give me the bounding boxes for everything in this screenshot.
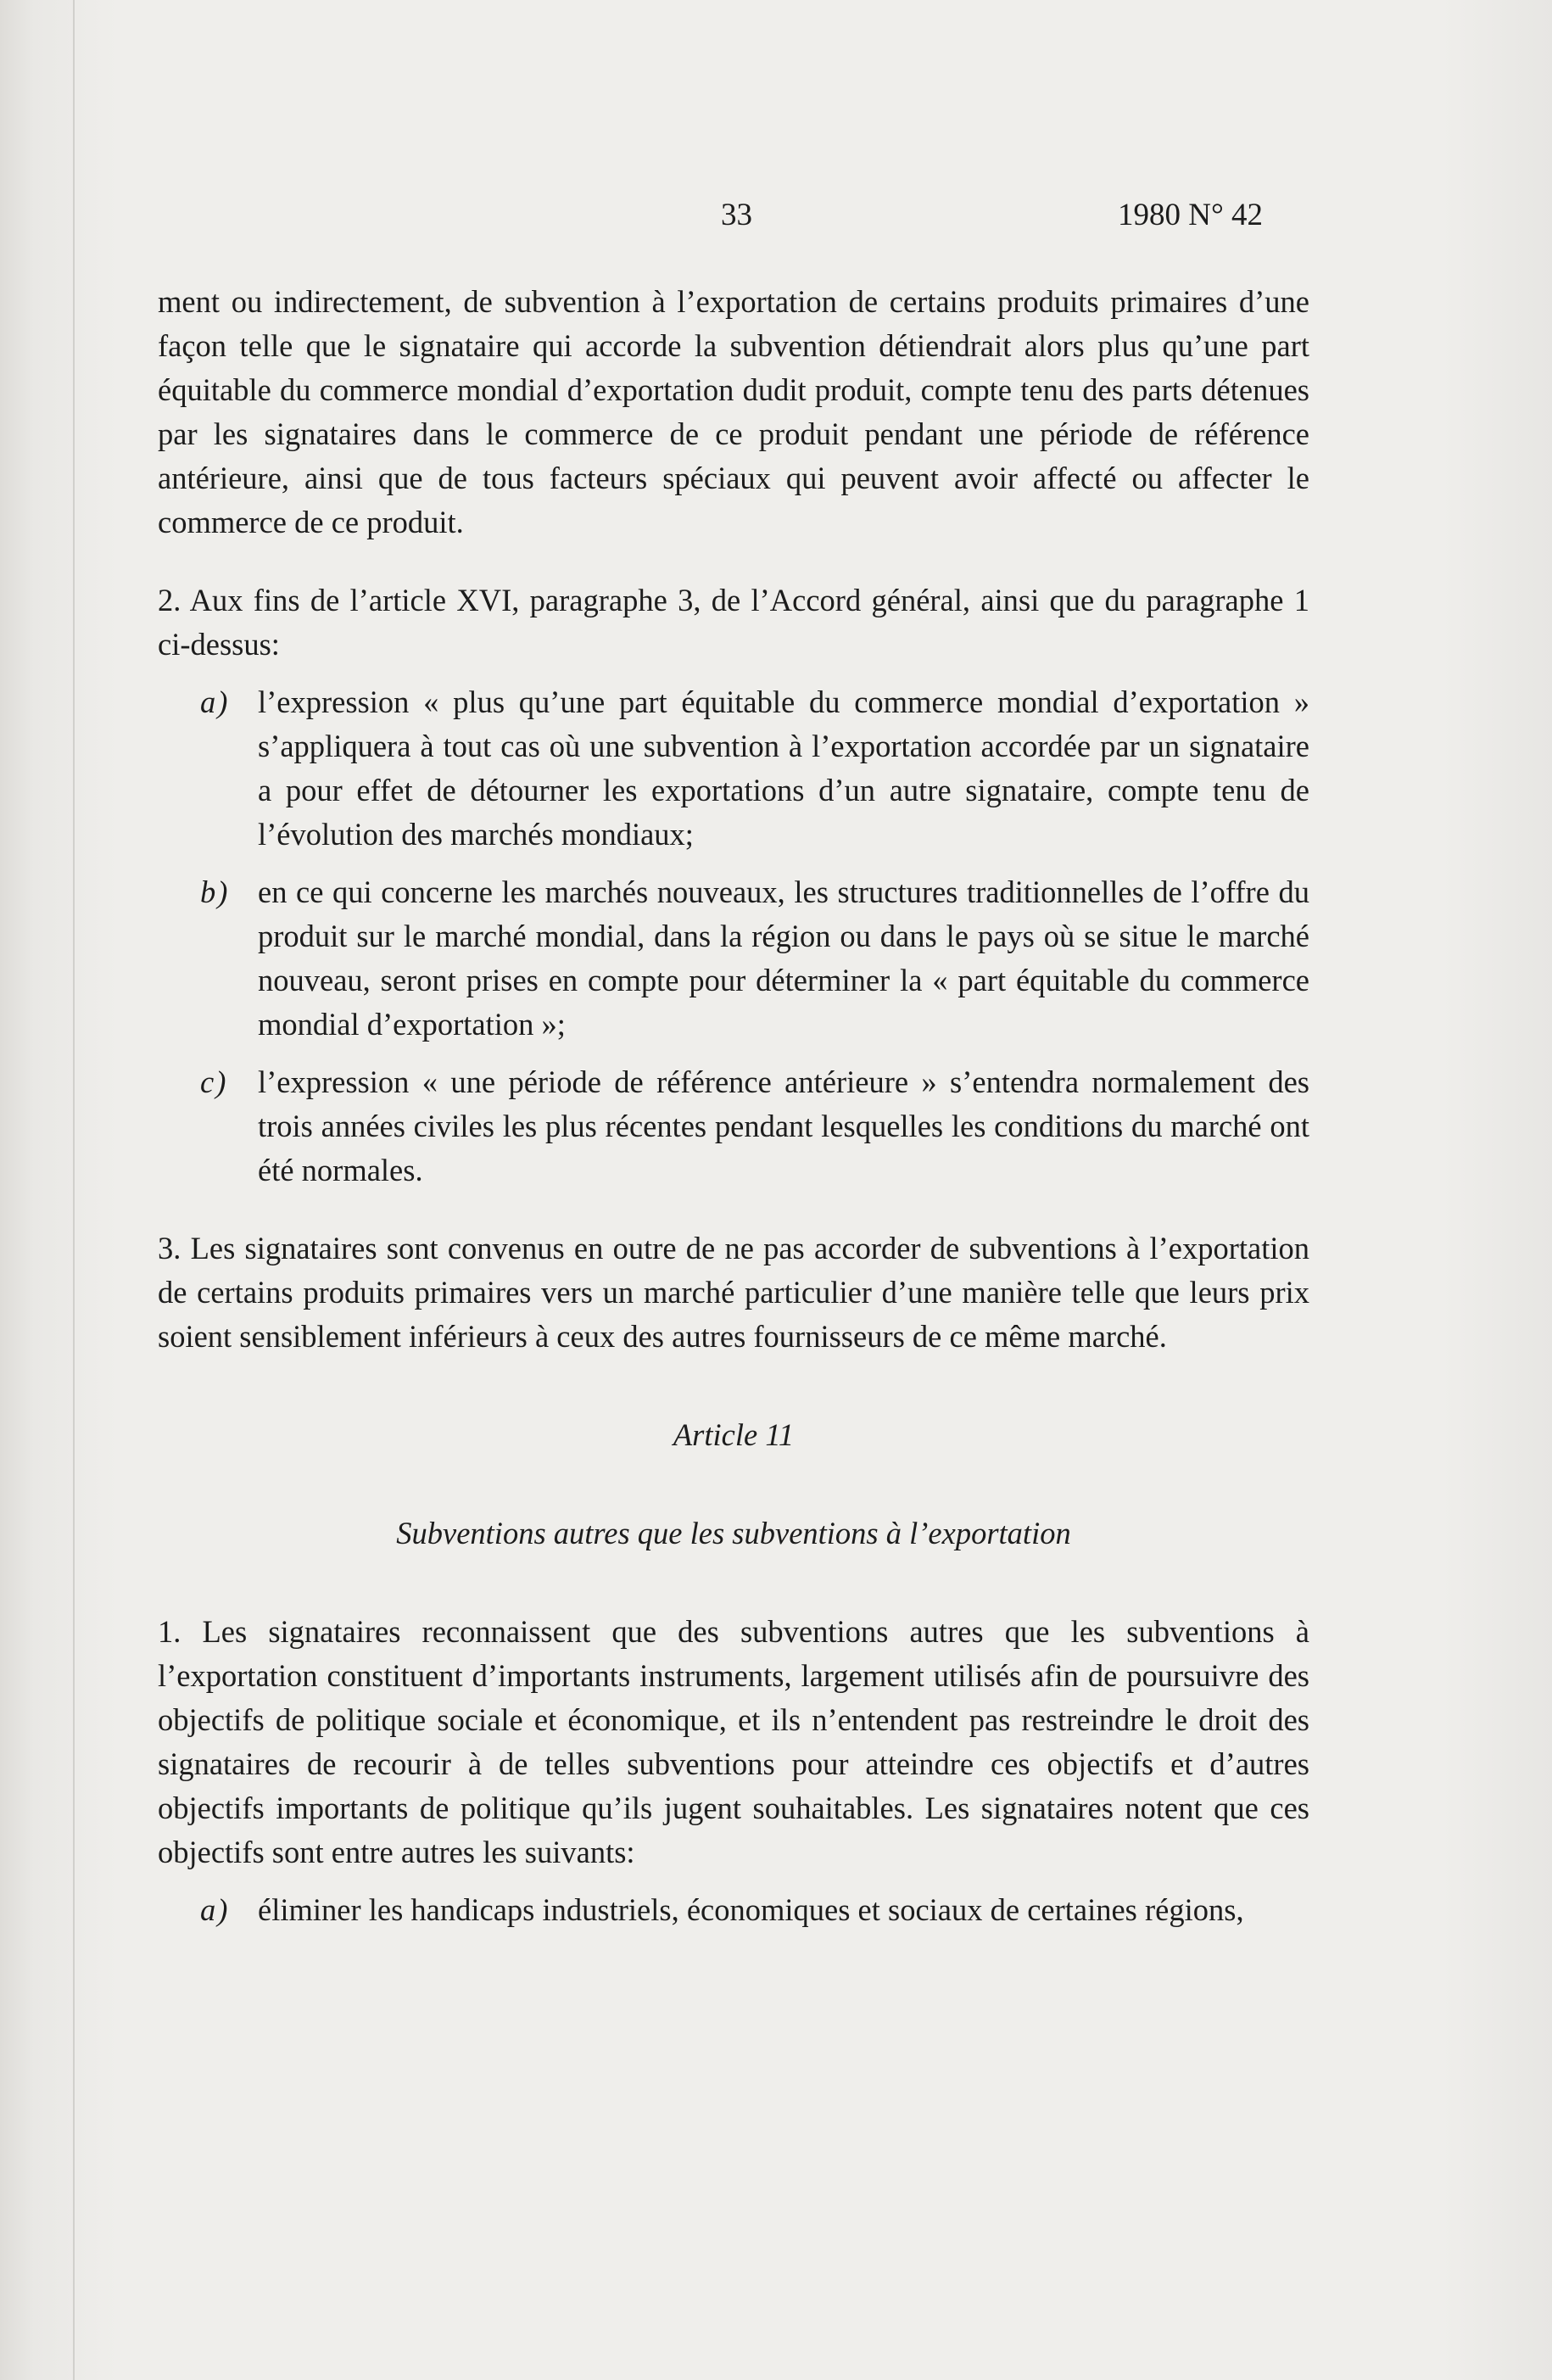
list-item <box>158 680 1309 857</box>
item-marker: a) <box>200 684 230 719</box>
list-item <box>158 1060 1309 1193</box>
binding-edge <box>73 0 75 2380</box>
paragraph-2: 2. Aux fins de l’article XVI, paragraphe 3, de l’Accord général, ainsi que du paragraphe 1 ci-dessus: <box>158 583 1309 662</box>
page-number: 33 <box>721 198 752 232</box>
item-text: l’expression « plus qu’une part équitable du commerce mondial d’exportation » s’appliquera à tout cas où une subvention à l’exportation accordée par un signataire a pour effet de détourner les exportations d’un autre signataire, compte tenu de l’évolution des marchés mondiaux; <box>258 684 1309 852</box>
article-subheading: Subventions autres que les subventions à l’exportation <box>396 1516 1071 1550</box>
item-text: l’expression « une période de référence antérieure » s’entendra normalement des trois années civiles les plus récentes pendant lesquelles les conditions du marché ont été normales. <box>258 1064 1309 1187</box>
paragraph-3: 3. Les signataires sont convenus en outre de ne pas accorder de subventions à l’exportation de certains produits primaires vers un marché particulier d’une manière telle que leurs prix soient sensiblement inférieurs à ceux des autres fournisseurs de ce même marché. <box>158 1231 1309 1354</box>
article-heading: Article 11 <box>673 1417 795 1452</box>
item-marker: b) <box>200 874 230 909</box>
continuation-paragraph: ment ou indirectement, de subvention à l’exportation de certains produits primaires d’une façon telle que le signataire qui accorde la subvention détiendrait alors plus qu’une part équitable du commerce mondial d’exportation dudit produit, compte tenu des parts détenues par les signataires dans le commerce de ce produit pendant une période de référence antérieure, ainsi que de tous facteurs spéciaux qui peuvent avoir affecté ou affecter le commerce de ce produit. <box>158 284 1309 539</box>
item-marker: a) <box>200 1892 230 1927</box>
volume-reference: 1980 N° 42 <box>1118 198 1264 232</box>
item-text: éliminer les handicaps industriels, économiques et sociaux de certaines régions, <box>258 1892 1244 1927</box>
page-header <box>0 197 1552 239</box>
list-item <box>158 1888 1309 1932</box>
page-body <box>158 280 1309 1932</box>
item-marker: c) <box>200 1064 228 1099</box>
list-item <box>158 870 1309 1047</box>
item-text: en ce qui concerne les marchés nouveaux, les structures traditionnelles de l’offre du produit sur le marché mondial, dans la région ou dans le pays où se situe le marché nouveau, seront prises en compte pour déterminer la « part équitable du commerce mondial d’exportation »; <box>258 874 1309 1042</box>
article-paragraph-1: 1. Les signataires reconnaissent que des subventions autres que les subventions à l’exportation constituent d’importants instruments, largement utilisés afin de poursuivre des objectifs de politique sociale et économique, et ils n’entendent pas restreindre le droit des signataires de recourir à de telles subventions pour atteindre ces objectifs et d’autres objectifs importants de politique qu’ils jugent souhaitables. Les signataires notent que ces objectifs sont entre autres les suivants: <box>158 1614 1309 1869</box>
